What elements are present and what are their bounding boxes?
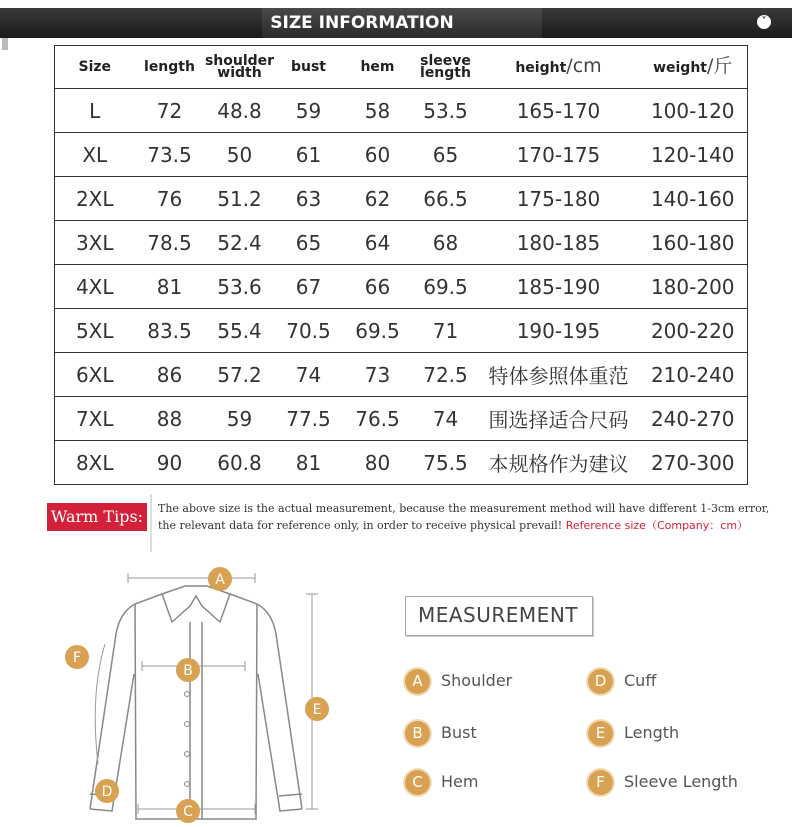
table-row	[55, 441, 748, 485]
table-cell: 140-160	[639, 177, 748, 221]
table-cell: 160-180	[639, 221, 748, 265]
measurement-title: MEASUREMENT	[417, 603, 578, 627]
table-cell: 72	[135, 89, 205, 133]
tips-line-1: The above size is the actual measurement, because the measurement method will have different 1-3cm error,	[158, 502, 770, 515]
tips-line-2: the relevant data for reference only, in order to receive physical prevail! Reference size（Company：cm）	[158, 519, 749, 532]
table-cell: 特体参照体重范	[479, 353, 639, 397]
legend-marker: C	[405, 770, 430, 795]
table-cell: 81	[275, 441, 343, 485]
warm-tips-text	[158, 500, 778, 534]
table-cell: 78.5	[135, 221, 205, 265]
table-cell: 73	[343, 353, 413, 397]
table-row	[55, 133, 748, 177]
reference-size-note: Reference size（Company：cm）	[565, 519, 749, 532]
table-cell: 5XL	[55, 309, 135, 353]
table-cell: 6XL	[55, 353, 135, 397]
table-row	[55, 397, 748, 441]
table-cell: 53.6	[205, 265, 275, 309]
legend-marker: D	[588, 669, 613, 694]
marker-f-label: F	[72, 650, 82, 666]
header-bust: bust	[275, 46, 343, 89]
table-cell: 53.5	[413, 89, 479, 133]
header-weight: weight/斤	[639, 46, 748, 89]
table-cell: 48.8	[205, 89, 275, 133]
table-row	[55, 89, 748, 133]
table-cell: 210-240	[639, 353, 748, 397]
table-cell: 185-190	[479, 265, 639, 309]
shirt-outline	[90, 586, 302, 819]
header-sleeve-length: sleeve length	[413, 46, 479, 89]
table-cell: 88	[135, 397, 205, 441]
table-cell: 61	[275, 133, 343, 177]
table-cell: 57.2	[205, 353, 275, 397]
table-cell: 52.4	[205, 221, 275, 265]
table-cell: L	[55, 89, 135, 133]
legend-label: Hem	[441, 772, 479, 791]
table-cell: 65	[275, 221, 343, 265]
table-cell: 76.5	[343, 397, 413, 441]
legend-marker: B	[405, 721, 430, 746]
table-cell: 8XL	[55, 441, 135, 485]
table-cell: 69.5	[413, 265, 479, 309]
table-cell: 51.2	[205, 177, 275, 221]
table-cell: 70.5	[275, 309, 343, 353]
legend-label: Cuff	[624, 671, 657, 690]
table-row	[55, 221, 748, 265]
table-row	[55, 309, 748, 353]
table-cell: 165-170	[479, 89, 639, 133]
table-cell: 90	[135, 441, 205, 485]
table-row	[55, 353, 748, 397]
table-cell: 175-180	[479, 177, 639, 221]
table-cell: XL	[55, 133, 135, 177]
table-cell: 64	[343, 221, 413, 265]
table-cell: 81	[135, 265, 205, 309]
legend-label: Shoulder	[441, 671, 513, 690]
table-cell: 69.5	[343, 309, 413, 353]
table-cell: 72.5	[413, 353, 479, 397]
table-cell: 66	[343, 265, 413, 309]
header-length: length	[135, 46, 205, 89]
header-height: height/cm	[479, 46, 639, 89]
header-shoulder-width: shoulder width	[205, 46, 275, 89]
table-cell: 76	[135, 177, 205, 221]
table-cell: 4XL	[55, 265, 135, 309]
shirt-buttons	[185, 670, 190, 787]
legend-marker: A	[405, 669, 430, 694]
header-size: Size	[55, 46, 135, 89]
legend-marker: E	[588, 721, 613, 746]
table-cell: 74	[275, 353, 343, 397]
marker-a-label: A	[215, 572, 225, 588]
table-cell: 66.5	[413, 177, 479, 221]
warm-tips-badge: Warm Tips:	[47, 503, 147, 531]
table-row	[55, 177, 748, 221]
table-cell: 67	[275, 265, 343, 309]
tips-divider	[150, 494, 152, 552]
header-hem: hem	[343, 46, 413, 89]
table-cell: 200-220	[639, 309, 748, 353]
table-cell: 围选择适合尺码	[479, 397, 639, 441]
banner-divider	[2, 38, 8, 50]
table-cell: 83.5	[135, 309, 205, 353]
table-header-row	[55, 46, 748, 89]
table-cell: 77.5	[275, 397, 343, 441]
table-cell: 120-140	[639, 133, 748, 177]
table-cell: 62	[343, 177, 413, 221]
table-cell: 3XL	[55, 221, 135, 265]
table-cell: 59	[205, 397, 275, 441]
table-cell: 74	[413, 397, 479, 441]
table-cell: 2XL	[55, 177, 135, 221]
banner-title: SIZE INFORMATION	[270, 13, 454, 33]
table-cell: 60.8	[205, 441, 275, 485]
size-table	[54, 45, 748, 485]
table-row	[55, 265, 748, 309]
legend-marker: F	[588, 770, 613, 795]
table-cell: 180-185	[479, 221, 639, 265]
table-cell: 86	[135, 353, 205, 397]
marker-b-label: B	[183, 663, 193, 679]
table-cell: 73.5	[135, 133, 205, 177]
legend-label: Sleeve Length	[624, 772, 738, 791]
table-cell: 240-270	[639, 397, 748, 441]
marker-e-label: E	[312, 702, 322, 718]
marker-d-label: D	[101, 784, 113, 800]
table-cell: 63	[275, 177, 343, 221]
table-cell: 7XL	[55, 397, 135, 441]
chevron-down-icon[interactable]: ˅	[757, 15, 771, 29]
table-cell: 50	[205, 133, 275, 177]
legend-label: Bust	[441, 723, 477, 742]
section-banner	[0, 8, 792, 38]
table-cell: 68	[413, 221, 479, 265]
marker-c-label: C	[183, 804, 193, 820]
table-cell: 170-175	[479, 133, 639, 177]
table-cell: 本规格作为建议	[479, 441, 639, 485]
table-cell: 75.5	[413, 441, 479, 485]
table-cell: 190-195	[479, 309, 639, 353]
legend-label: Length	[624, 723, 680, 742]
table-cell: 80	[343, 441, 413, 485]
table-cell: 65	[413, 133, 479, 177]
table-cell: 59	[275, 89, 343, 133]
table-cell: 60	[343, 133, 413, 177]
table-cell: 180-200	[639, 265, 748, 309]
table-cell: 100-120	[639, 89, 748, 133]
table-cell: 71	[413, 309, 479, 353]
table-cell: 270-300	[639, 441, 748, 485]
table-cell: 58	[343, 89, 413, 133]
table-cell: 55.4	[205, 309, 275, 353]
